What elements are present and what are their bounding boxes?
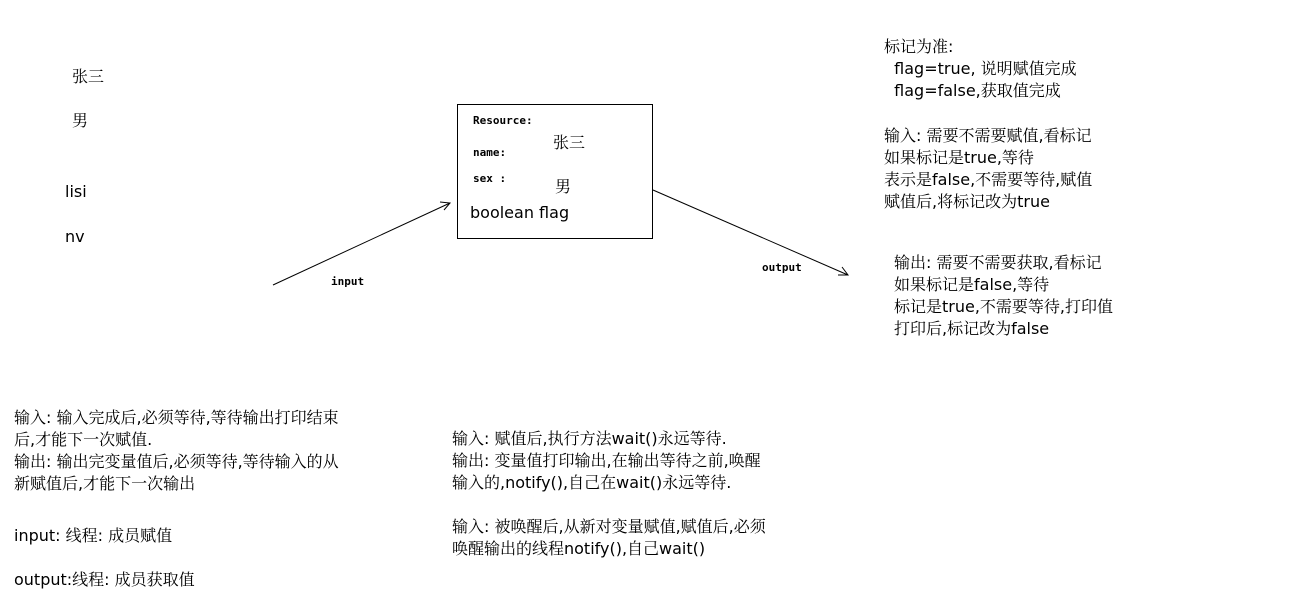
input-note-line: 输入: 需要不需要赋值,看标记: [884, 126, 1092, 145]
bottom-left-line: 新赋值后,才能下一次输出: [14, 474, 196, 493]
bottom-middle-line: 唤醒输出的线程notify(),自己wait(): [452, 539, 706, 558]
output-note-line: 如果标记是false,等待: [894, 275, 1050, 294]
output-arrow-label: output: [762, 261, 802, 274]
left-name-lisi: lisi: [65, 182, 87, 201]
bottom-middle-line: 输入: 赋值后,执行方法wait()永远等待.: [452, 429, 727, 448]
input-note-line: 赋值后,将标记改为true: [884, 192, 1050, 211]
bottom-middle-line: 输入: 被唤醒后,从新对变量赋值,赋值后,必须: [452, 517, 766, 536]
output-note-line: 输出: 需要不需要获取,看标记: [894, 253, 1102, 272]
flag-note-line: flag=true, 说明赋值完成: [884, 59, 1077, 78]
thread-output-note: output:线程: 成员获取值: [14, 570, 195, 589]
bottom-left-line: 输入: 输入完成后,必须等待,等待输出打印结束: [14, 408, 339, 427]
input-note-line: 如果标记是true,等待: [884, 148, 1034, 167]
input-note-line: 表示是false,不需要等待,赋值: [884, 170, 1093, 189]
resource-flag-label: boolean flag: [470, 203, 570, 222]
left-name-zhangsan: 张三: [72, 67, 105, 86]
bottom-left-line: 输出: 输出完变量值后,必须等待,等待输入的从: [14, 452, 339, 471]
left-sex-nv: nv: [65, 227, 85, 246]
resource-title: Resource:: [473, 114, 533, 127]
input-arrow-label: input: [331, 275, 365, 288]
output-note-line: 打印后,标记改为false: [894, 319, 1050, 338]
flag-note-line: flag=false,获取值完成: [884, 81, 1061, 100]
resource-sex-value: 男: [555, 177, 572, 196]
bottom-middle-line: 输出: 变量值打印输出,在输出等待之前,唤醒: [452, 451, 761, 470]
thread-input-note: input: 线程: 成员赋值: [14, 526, 173, 545]
bottom-middle-line: 输入的,notify(),自己在wait()永远等待.: [452, 473, 732, 492]
output-arrow: [653, 190, 848, 275]
output-note-line: 标记是true,不需要等待,打印值: [894, 297, 1114, 316]
resource-box: [457, 104, 653, 239]
left-sex-nan: 男: [72, 111, 89, 130]
resource-sex-label: sex :: [473, 172, 507, 185]
resource-name-value: 张三: [553, 133, 586, 152]
bottom-left-line: 后,才能下一次赋值.: [14, 430, 153, 449]
flag-note-line: 标记为准:: [884, 37, 954, 56]
resource-name-label: name:: [473, 146, 507, 159]
